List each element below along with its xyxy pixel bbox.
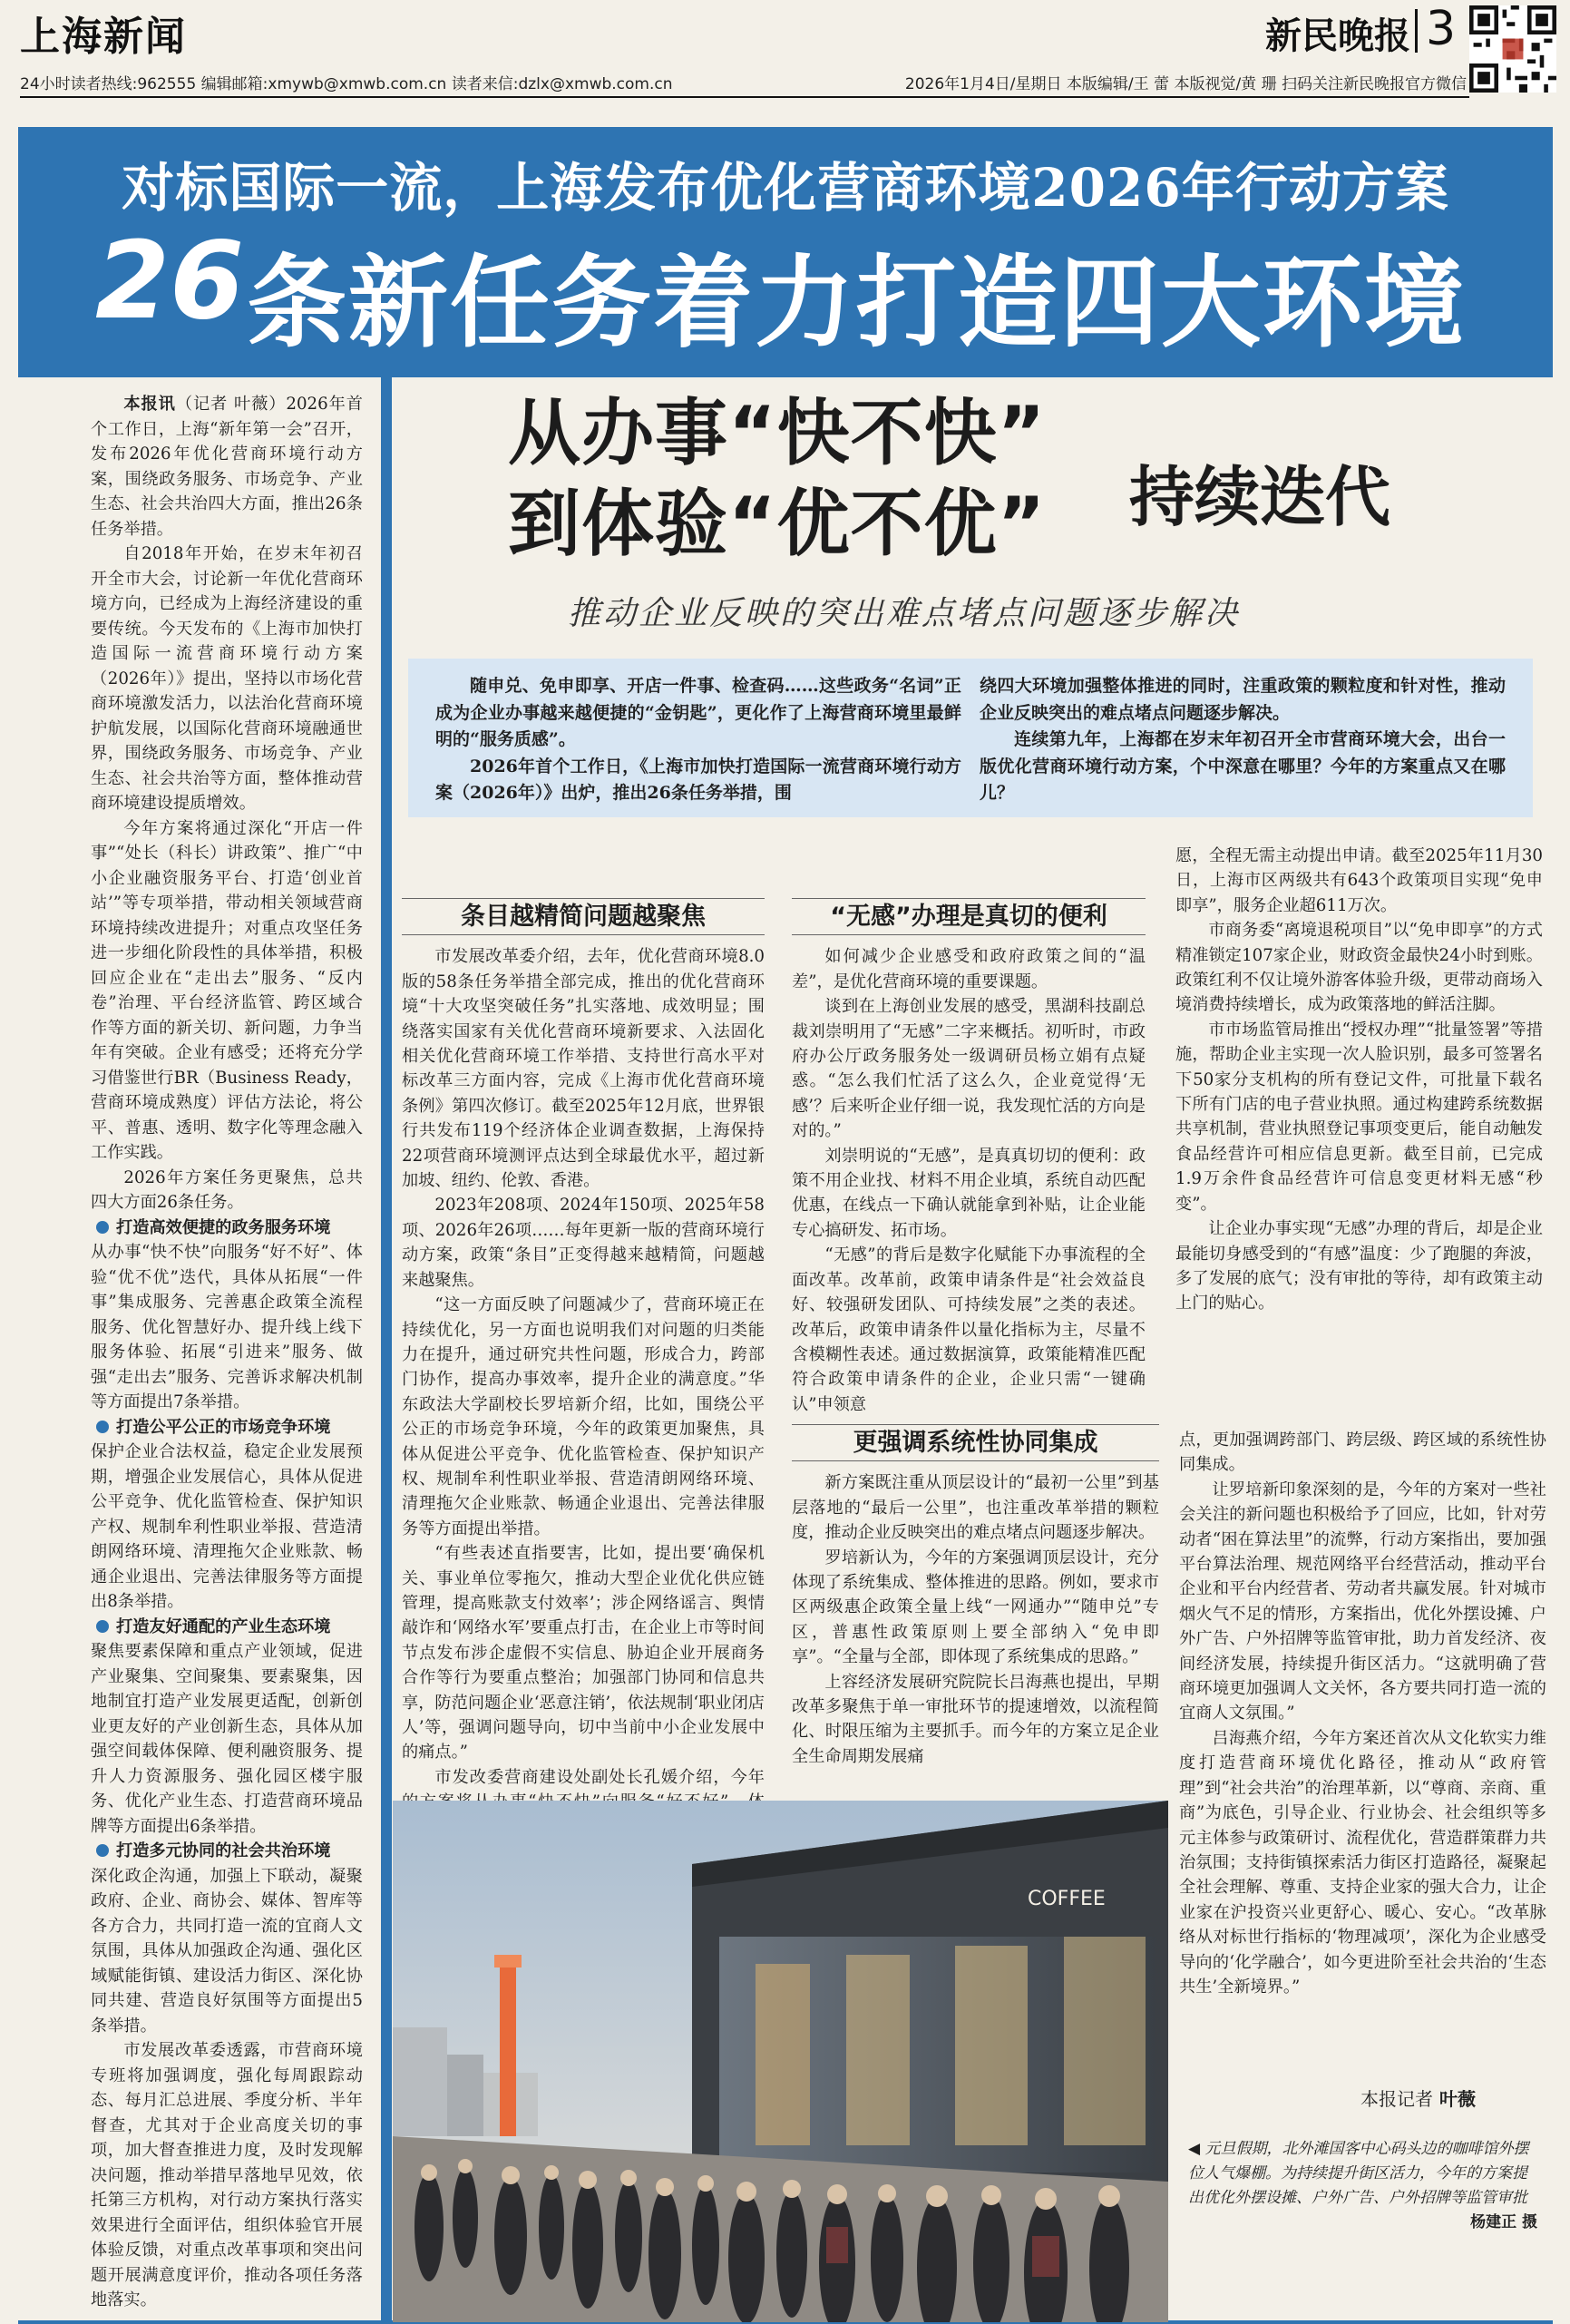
page-number-divider xyxy=(1415,9,1418,53)
masthead xyxy=(0,0,1570,100)
paragraph: “有些表述直指要害，比如，提出要‘确保机关、事业单位零拖欠，推动大型企业优化供应链管理，提高账款支付效率’；涉企网络谣言、舆情敲诈和‘网络水军’要重点打击，在企业上市等时间节点发布涉企虚假不实信息、胁迫企业开展商务合作等行为要重点整治；加强部门协同和信息共享，防范问题企业‘恶意注销’，依法规制‘职业闭店人’等，强调问题导向，切中当前中小企业发展中的痛点。” xyxy=(402,1544,765,1763)
paragraph: 深化政企沟通，加强上下联动，凝聚政府、企业、商协会、媒体、智库等各方合力，共同打造一流的宜商人文氛围，具体从加强政企沟通、强化区域赋能街镇、建设活力街区、深化协同共建、营造良好氛围等方面提出5条举措。 xyxy=(91,1866,363,2036)
paragraph: 市发展改革委透露，市营商环境专班将加强调度，强化每周跟踪动态、每月汇总进展、季度分析、半年督查，尤其对于企业高度关切的事项，加大督查推进力度，及时发现解决问题，推动举措早落地早见效，依托第三方机构，对行动方案执行落实效果进行全面评估，组织体验官开展体验反馈，对重点改革事项和突出问题开展满意度评价，推动各项任务落地落实。 xyxy=(91,2041,363,2309)
page-number: 3 xyxy=(1426,2,1457,56)
paragraph xyxy=(91,392,363,542)
paragraph-text: （记者 叶薇）2026年首个工作日，上海“新年第一会”召开，发布2026年优化营商环境行动方案，围绕政务服务、市场竞争、产业生态、社会共治四大方面，推出26条任务举措。 xyxy=(91,395,363,539)
contact-info: 24小时读者热线:962555 编辑邮箱:xmywb@xmwb.com.cn 读者来信:dzlx@xmwb.com.cn xyxy=(20,75,673,93)
paragraph: 刘崇明说的“无感”，是真真切切的便利：政策不用企业找、材料不用企业填，系统自动匹配优惠，在线点一下确认就能拿到补贴，让企业能专心搞研发、拓市场。 xyxy=(792,1146,1146,1240)
headline-kicker: 对标国际一流，上海发布优化营商环境2026年行动方案 xyxy=(122,157,1449,219)
byline-name: 叶薇 xyxy=(1438,2088,1476,2110)
article-column-3 xyxy=(1175,844,1543,1316)
article-column-2 xyxy=(792,898,1146,1417)
paragraph: 2026年方案任务更聚焦，总共四大方面26条任务。 xyxy=(91,1167,363,1212)
paragraph: 聚焦要素保障和重点产业领域，促进产业聚集、空间聚集、要素聚集，因地制宜打造产业发展更适配，创新创业更友好的产业创新生态，具体从加强空间载体保障、便利融资服务、提升人力资源服务、强化园区楼宇服务、优化产业生态、打造营商环境品牌等方面提出6条举措。 xyxy=(91,1642,363,1836)
bullet-title: 打造公平公正的市场竞争环境 xyxy=(116,1417,331,1437)
news-lead-label: 本报讯 xyxy=(123,395,176,414)
photo-credit: 杨建正 摄 xyxy=(1470,2213,1537,2231)
feature-title-side: 持续迭代 xyxy=(1129,459,1391,535)
paragraph: “这一方面反映了问题减少了，营商环境正在持续优化，另一方面也说明我们对问题的归类能力在提升，通过研究共性问题，形成合力，跨部门协作，提高办事效率，提升企业的满意度。”华东政法大学副校长罗培新介绍，比如，围绕公平公正的市场竞争环境，今年的政策更加聚焦，具体从促进公平竞争、优化监管检查、保护知识产权、规制牟利性职业举报、营造清朗网络环境、清理拖欠企业账款、畅通企业退出、完善法律服务等方面提出举措。 xyxy=(402,1295,765,1538)
paragraph: 让企业办事实现“无感”办理的背后，却是企业最能切身感受到的“有感”温度：少了跑腿的奔波，多了发展的底气；没有审批的等待，却有政策主动上门的贴心。 xyxy=(1175,1219,1543,1313)
divider xyxy=(792,934,1146,935)
headline-main: 条新任务着力打造四大环境 xyxy=(247,245,1466,361)
bullet-item xyxy=(91,1839,363,1864)
byline-label: 本报记者 xyxy=(1360,2088,1433,2110)
feature-subtitle: 推动企业反映的突出难点堵点问题逐步解决 xyxy=(568,595,1241,632)
article-column-1 xyxy=(402,898,765,1914)
bullet-title: 打造高效便捷的政务服务环境 xyxy=(116,1217,331,1237)
bullet-dot-icon xyxy=(96,1620,109,1633)
paragraph: 吕海燕介绍，今年方案还首次从文化软实力维度打造营商环境优化路径，推动从“政府管理”到“社会共治”的治理革新，以“尊商、亲商、重商”为底色，引导企业、行业协会、社会组织等多元主体参与政策研讨、流程优化，营造群策群力共治氛围；支持街镇探索活力街区打造路径，凝聚起全社会理解、尊重、支持企业家的强大合力，让企业家在沪投资兴业更舒心、暖心、安心。“改革脉络从对标世行指标的‘物理减项’，深化为企业感受导向的‘化学融合’，如今更进阶至社会共治的‘生态共生’全新境界。” xyxy=(1179,1728,1546,1997)
headline-number: 26 xyxy=(95,218,245,343)
divider xyxy=(792,1460,1159,1461)
bullet-item xyxy=(91,1216,363,1241)
date-editor-info: 2026年1月4日/星期日 本版编辑/王 蕾 本版视觉/黄 珊 扫码关注新民晚报官方微信 xyxy=(904,75,1467,93)
section-heading: 条目越精简问题越聚焦 xyxy=(461,903,706,931)
paragraph: 绕四大环境加强整体推进的同时，注重政策的颗粒度和针对性，推动企业反映突出的难点堵点问题逐步解决。 xyxy=(980,676,1506,723)
lead-text-right xyxy=(980,673,1506,807)
divider xyxy=(402,898,765,899)
paragraph: 上容经济发展研究院院长吕海燕也提出，早期改革多聚焦于单一审批环节的提速增效，以流程简化、时限压缩为主要抓手。而今年的方案立足企业全生命周期发展痛 xyxy=(792,1672,1159,1766)
paragraph: 随申兑、免申即享、开店一件事、检查码……这些政务“名词”正成为企业办事越来越便捷的“金钥匙”，更化作了上海营商环境里最鲜明的“服务质感”。 xyxy=(435,676,961,749)
divider xyxy=(20,96,1469,98)
paragraph: 市商务委“离境退税项目”以“免申即享”的方式精准锁定107家企业，财政资金最快24小时到账。政策红利不仅让境外游客体验升级，更带动商场入境消费持续增长，成为政策落地的鲜活注脚。 xyxy=(1175,921,1543,1015)
bullet-dot-icon xyxy=(96,1844,109,1857)
feature-title-line: 从办事“快不快” xyxy=(508,391,1047,475)
paragraph: 罗培新认为，今年的方案强调顶层设计，充分体现了系统集成、整体推进的思路。例如，要求市区两级惠企政策全量上线“一网通办”“随申兑”专区，普惠性政策原则上要全部纳入“免申即享”。“全量与全部，即体现了系统集成的思路。” xyxy=(792,1548,1159,1667)
paragraph: 连续第九年，上海都在岁末年初召开全市营商环境大会，出台一版优化营商环境行动方案，个中深意在哪里？今年的方案重点又在哪儿？ xyxy=(980,729,1506,803)
contact-info-line xyxy=(20,71,1467,94)
shop-sign-text: COFFEE xyxy=(1028,1888,1106,1910)
bullet-dot-icon xyxy=(96,1221,109,1234)
paragraph: “无感”的背后是数字化赋能下办事流程的全面改革。改革前，政策申请条件是“社会效益良好、较强研发团队、可持续发展”之类的表述。改革后，政策申请条件以量化指标为主，尽量不含模糊性表述。通过数据演算，政策能精准匹配符合政策申请条件的企业，企业只需“一键确认”申领意 xyxy=(792,1245,1146,1414)
paragraph: 保护企业合法权益，稳定企业发展预期，增强企业发展信心，具体从促进公平竞争、优化监管检查、保护知识产权、规制牟利性职业举报、营造清朗网络环境、清理拖欠企业账款、畅通企业退出、完善法律服务等方面提出8条举措。 xyxy=(91,1442,363,1611)
paragraph: 今年方案将通过深化“开店一件事”“处长（科长）讲政策”、推广“中小企业融资服务平台、打造‘创业首站’”等专项举措，带动相关领域营商环境持续改进提升；对重点攻坚任务进一步细化阶段性的具体举措，积极回应企业在“走出去”服务、“反内卷”治理、平台经济监管、跨区域合作等方面的新关切、新问题，力争当年有突破。企业有感受；还将充分学习借鉴世行BR（Business Ready，营商环境成熟度）评估方法论，将公平、普惠、透明、数字化等理念融入工作实践。 xyxy=(91,818,363,1162)
paragraph: 2023年208项、2024年150项、2025年58项、2026年26项……每年更新一版的营商环境行动方案，政策“条目”正变得越来越精简，问题越来越聚焦。 xyxy=(402,1196,765,1290)
feature-title xyxy=(508,388,1046,570)
qr-code-icon xyxy=(1469,5,1556,93)
paragraph: 愿，全程无需主动提出申请。截至2025年11月30日，上海市区两级共有643个政策项目实现“免申即享”，服务企业超611万次。 xyxy=(1175,846,1543,915)
paper-name: 新民晚报 xyxy=(1265,15,1410,57)
paragraph: 如何减少企业感受和政府政策之间的“温差”，是优化营商环境的重要课题。 xyxy=(792,947,1146,991)
caption-text: ◀ 元旦假期，北外滩国客中心码头边的咖啡馆外摆位人气爆棚。为持续提升街区活力，今年的方案提出优化外摆设摊、户外广告、户外招牌等监管审批 xyxy=(1188,2140,1529,2207)
paragraph: 2026年首个工作日，《上海市加快打造国际一流营商环境行动方案（2026年）》出炉，推出26条任务举措，围 xyxy=(435,756,961,803)
article-column-2b xyxy=(792,1424,1159,1769)
lead-text-left xyxy=(435,673,961,807)
bullet-item xyxy=(91,1615,363,1640)
bullet-item xyxy=(91,1415,363,1440)
paragraph: 从办事“快不快”向服务“好不好”、体验“优不优”迭代，具体从拓展“一件事”集成服务、完善惠企政策全流程服务、优化智慧好办、提升线上线下服务体验、拓展“引进来”服务、做强“走出去”服务、完善诉求解决机制等方面提出7条举措。 xyxy=(91,1243,363,1411)
paragraph: 市市场监管局推出“授权办理”“批量签署”等措施，帮助企业主实现一次人脸识别，最多可签署名下50家分支机构的所有登记文件，可批量下载名下所有门店的电子营业执照。通过构建跨系统数据共享机制，营业执照登记事项变更后，能自动触发食品经营许可相应信息更新。截至目前，已完成1.9万余件食品经营许可信息变更材料无感“秒变”。 xyxy=(1175,1020,1543,1214)
paragraph: 让罗培新印象深刻的是，今年的方案对一些社会关注的新问题也积极给予了回应，比如，针对劳动者“困在算法里”的流弊，行动方案指出，要加强平台算法治理、规范网络平台经营活动，推动平台企业和平台内经营者、劳动者共赢发展。针对城市烟火气不足的情形，方案指出，优化外摆设摊、户外广告、户外招牌等监管审批，助力首发经济、夜间经济发展，持续提升街区活力。“这就明确了营商环境更加强调人文关怀，各方要共同打造一流的宜商人文氛围。” xyxy=(1179,1479,1546,1723)
byline xyxy=(1360,2085,1476,2111)
news-photo xyxy=(393,1801,1168,2322)
article-column-3b xyxy=(1179,1428,1546,1999)
paragraph: 新方案既注重从顶层设计的“最初一公里”到基层落地的“最后一公里”，也注重改革举措的颗粒度，推动企业反映突出的难点堵点问题逐步解决。 xyxy=(792,1473,1159,1543)
divider xyxy=(792,1424,1159,1425)
section-title: 上海新闻 xyxy=(20,14,187,60)
paragraph: 市发展改革委介绍，去年，优化营商环境8.0版的58条任务举措全部完成，推出的优化营商环境“十大攻坚突破任务”扎实落地、成效明显；围绕落实国家有关优化营商环境新要求、入法固化相关优化营商环境工作举措、支持世行高水平对标改革三方面内容，完成《上海市优化营商环境条例》第四次修订。截至2025年12月底，世界银行共发布119个经济体企业调查数据，上海保持22项营商环境测评点达到全球最优水平，超过新加坡、纽约、伦敦、香港。 xyxy=(402,947,765,1191)
bullet-dot-icon xyxy=(96,1421,109,1433)
paragraph: 自2018年开始，在岁末年初召开全市大会，讨论新一年优化营商环境方向，已经成为上海经济建设的重要传统。今天发布的《上海市加快打造国际一流营商环境行动方案（2026年）》提出，坚持以市场化营商环境激发活力，以法治化营商环境护航发展，以国际化营商环境融通世界，围绕政务服务、市场竞争、产业生态、社会共治等方面，整体推动营商环境建设提质增效。 xyxy=(91,544,363,813)
bullet-title: 打造多元协同的社会共治环境 xyxy=(116,1841,331,1860)
paragraph: 市发改委营商建设处副处长孔媛介绍，今年 xyxy=(434,1767,765,1787)
section-heading: 更强调系统性协同集成 xyxy=(853,1429,1098,1457)
left-column-article xyxy=(91,392,363,2313)
photo-caption xyxy=(1188,2137,1537,2235)
divider xyxy=(402,934,765,935)
paragraph: 点，更加强调跨部门、跨层级、跨区域的系统性协同集成。 xyxy=(1179,1431,1546,1475)
bullet-title: 打造友好通配的产业生态环境 xyxy=(116,1616,331,1636)
feature-title-line: 到体验“优不优” xyxy=(508,482,1047,566)
divider xyxy=(792,898,1146,899)
section-heading: “无感”办理是真切的便利 xyxy=(830,903,1107,931)
paragraph: 谈到在上海创业发展的感受，黑湖科技副总裁刘崇明用了“无感”二字来概括。初听时，市政府办公厅政务服务处一级调研员杨立娟有点疑惑。“怎么我们忙活了这么久，企业竟觉得‘无感’？后来听企业仔细一说，我发现忙活的方向是对的。” xyxy=(792,997,1146,1141)
